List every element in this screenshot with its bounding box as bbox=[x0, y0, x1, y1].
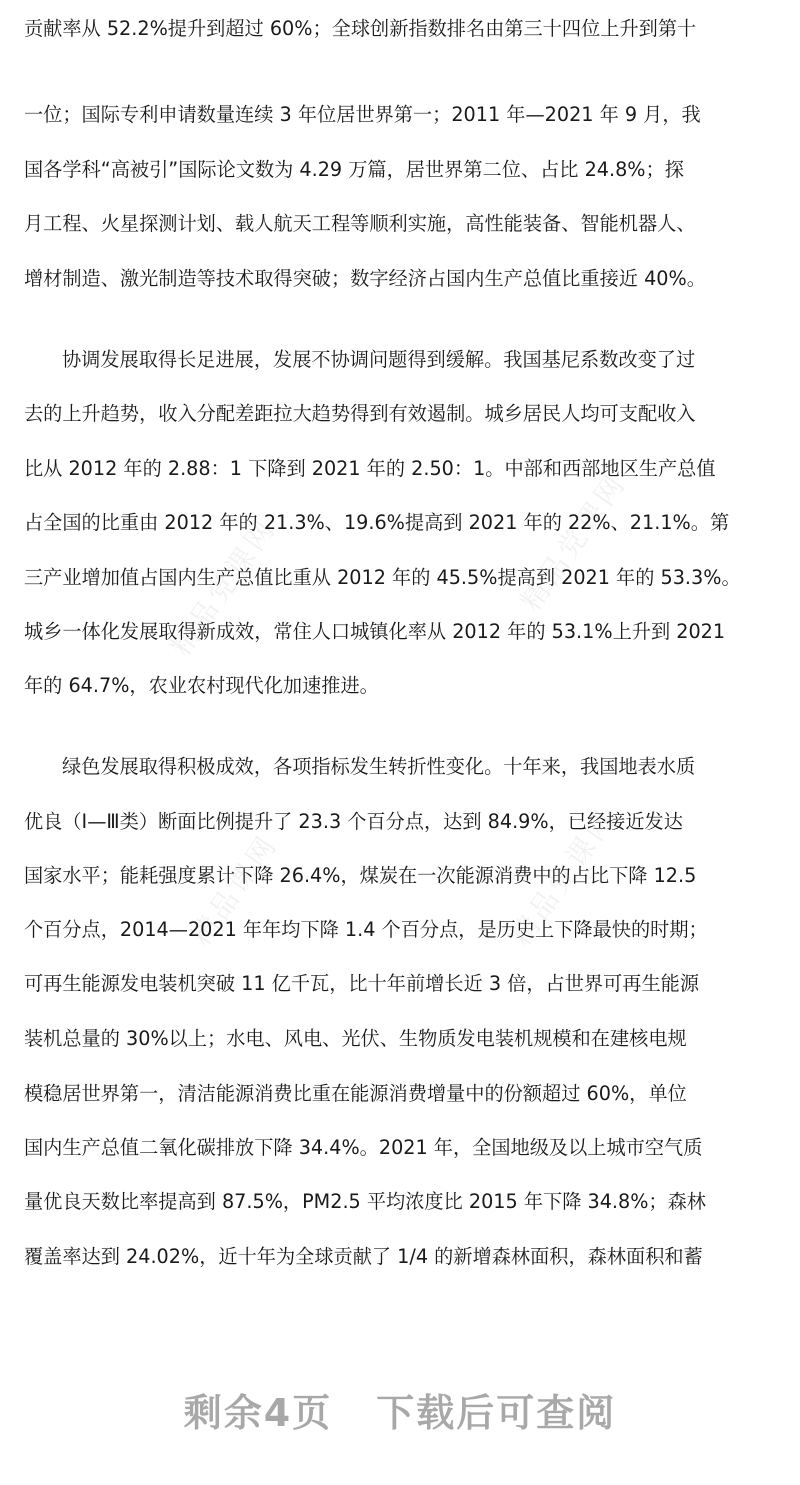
watermark: 精品党课网 bbox=[514, 466, 633, 617]
text-line: 三产业增加值占国内生产总值比重从 2012 年的 45.5%提高到 2021 年的 53.3%。 bbox=[24, 566, 741, 589]
text-line: 去的上升趋势，收入分配差距拉大趋势得到有效遏制。城乡居民人均可支配收入 bbox=[24, 402, 696, 425]
text-line: 装机总量的 30%以上；水电、风电、光伏、生物质发电装机规模和在建核电规 bbox=[24, 1027, 687, 1050]
text-line: 贡献率从 52.2%提升到超过 60%；全球创新指数排名由第三十四位上升到第十 bbox=[24, 17, 697, 40]
text-line: 比从 2012 年的 2.88：1 下降到 2021 年的 2.50：1。中部和西部地区生产总值 bbox=[24, 457, 716, 480]
watermark: 精品课网 bbox=[184, 828, 285, 952]
download-to-view-label: 下载后可查阅 bbox=[376, 1391, 617, 1435]
text-line: 覆盖率达到 24.02%，近十年为全球贡献了 1/4 的新增森林面积，森林面积和蓄 bbox=[24, 1245, 703, 1268]
text-line: 国家水平；能耗强度累计下降 26.4%，煤炭在一次能源消费中的占比下降 12.5 bbox=[24, 864, 697, 887]
text-line: 一位；国际专利申请数量连续 3 年位居世界第一；2011 年—2021 年 9 月，我 bbox=[24, 103, 701, 126]
text-line: 增材制造、激光制造等技术取得突破；数字经济占国内生产总值比重接近 40%。 bbox=[24, 267, 706, 290]
text-line: 国内生产总值二氧化碳排放下降 34.4%。2021 年，全国地级及以上城市空气质 bbox=[24, 1136, 703, 1159]
watermark: 精品党课网 bbox=[164, 511, 283, 662]
text-line: 可再生能源发电装机突破 11 亿千瓦，比十年前增长近 3 倍，占世界可再生能源 bbox=[24, 972, 700, 995]
text-line: 协调发展取得长足进展，发展不协调问题得到缓解。我国基尼系数改变了过 bbox=[62, 348, 696, 371]
text-line: 绿色发展取得积极成效，各项指标发生转折性变化。十年来，我国地表水质 bbox=[62, 755, 696, 778]
text-line: 模稳居世界第一，清洁能源消费比重在能源消费增量中的份额超过 60%，单位 bbox=[24, 1082, 687, 1105]
text-line: 优良（Ⅰ—Ⅲ类）断面比例提升了 23.3 个百分点，达到 84.9%，已经接近发达 bbox=[24, 810, 683, 833]
text-line: 年的 64.7%，农业农村现代化加速推进。 bbox=[24, 674, 379, 697]
remaining-pages-label: 剩余4页 bbox=[183, 1391, 333, 1435]
watermark: 精品党课网 bbox=[504, 801, 623, 952]
text-line: 城乡一体化发展取得新成效，常住人口城镇化率从 2012 年的 53.1%上升到 2021 bbox=[24, 620, 726, 643]
text-line: 量优良天数比率提高到 87.5%，PM2.5 平均浓度比 2015 年下降 34.8%；森林 bbox=[24, 1190, 706, 1213]
text-line: 个百分点，2014—2021 年年均下降 1.4 个百分点，是历史上下降最快的时期； bbox=[24, 918, 708, 941]
text-line: 占全国的比重由 2012 年的 21.3%、19.6%提高到 2021 年的 22%、21.1%。第 bbox=[24, 511, 730, 534]
text-line: 月工程、火星探测计划、载人航天工程等顺利实施，高性能装备、智能机器人、 bbox=[24, 212, 696, 235]
text-line: 国各学科“高被引”国际论文数为 4.29 万篇，居世界第二位、占比 24.8%；探 bbox=[24, 158, 684, 181]
remaining-pages-notice[interactable] bbox=[0, 1382, 800, 1437]
